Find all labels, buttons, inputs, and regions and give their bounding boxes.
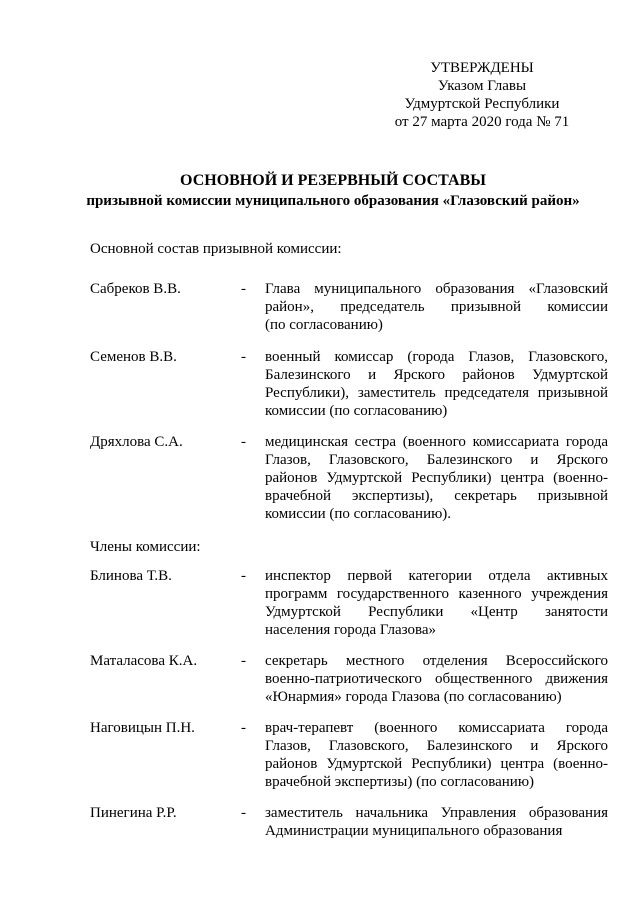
role-line: Администрации муниципального образования [265,823,563,839]
member-dash: - [241,720,246,736]
role-line: районов Удмуртской Республики) центра (военно- [265,756,608,772]
member-name: Пинегина Р.Р. [90,805,177,821]
member-role [265,804,608,840]
member-role [265,652,608,706]
role-line: населения города Глазова» [265,622,436,638]
approval-line: Указом Главы [437,78,527,94]
role-line: врачебной экспертизы), секретарь призывной [265,488,608,504]
role-line: военно-патриотического общественного движения [265,671,608,687]
role-line: Удмуртской Республики «Центр занятости [265,604,608,620]
role-line: военный комиссар (города Глазов, Глазовского, [265,349,608,365]
approval-line: Удмуртской Республики [404,96,560,112]
role-line: врач-терапевт (военного комиссариата города [265,720,608,736]
approval-block [372,59,592,131]
role-line: Глазов, Глазовского, Балезинского и Ярского [265,452,608,468]
role-line: Балезинского и Ярского районов Удмуртской [265,367,608,383]
member-role [265,348,608,420]
member-dash: - [241,805,246,821]
member-name: Наговицын П.Н. [90,720,195,736]
role-line: Глава муниципального образования «Глазовский [265,281,608,297]
member-name: Дряхлова С.А. [90,434,183,450]
member-dash: - [241,281,246,297]
member-name: Семенов В.В. [90,349,177,365]
document-title [40,172,626,210]
member-dash: - [241,434,246,450]
member-dash: - [241,568,246,584]
member-role [265,280,608,334]
role-line: программ государственного казенного учреждения [265,586,608,602]
member-dash: - [241,349,246,365]
role-line: секретарь местного отделения Всероссийского [265,653,608,669]
role-line: (по согласованию) [265,317,383,333]
member-role [265,719,608,791]
member-name: Маталасова К.А. [90,653,198,669]
member-name: Сабреков В.В. [90,281,181,297]
approval-line: УТВЕРЖДЕНЫ [430,60,534,76]
member-role [265,567,608,639]
title-main: ОСНОВНОЙ И РЕЗЕРВНЫЙ СОСТАВЫ [180,172,486,189]
role-line: врачебной экспертизы) (по согласованию) [265,774,535,790]
role-line: Глазов, Глазовского, Балезинского и Ярского [265,738,608,754]
title-sub: призывной комиссии муниципального образования «Глазовский район» [86,193,580,209]
role-line: медицинская сестра (военного комиссариата города [265,434,608,450]
role-line: комиссии (по согласованию) [265,403,448,419]
role-line: комиссии (по согласованию). [265,506,452,522]
section-members-label: Члены комиссии: [90,539,201,555]
role-line: инспектор первой категории отдела активных [265,568,608,584]
role-line: Республики), заместитель председателя призывной [265,385,608,401]
role-line: «Юнармия» города Глазова (по согласованию) [265,689,562,705]
member-dash: - [241,653,246,669]
member-name: Блинова Т.В. [90,568,172,584]
section-main-label: Основной состав призывной комиссии: [90,241,342,257]
role-line: район», председатель призывной комиссии [265,299,608,315]
role-line: заместитель начальника Управления образования [265,805,608,821]
approval-line: от 27 марта 2020 года № 71 [394,114,570,130]
member-role [265,433,608,523]
role-line: районов Удмуртской Республики) центра (военно- [265,470,608,486]
